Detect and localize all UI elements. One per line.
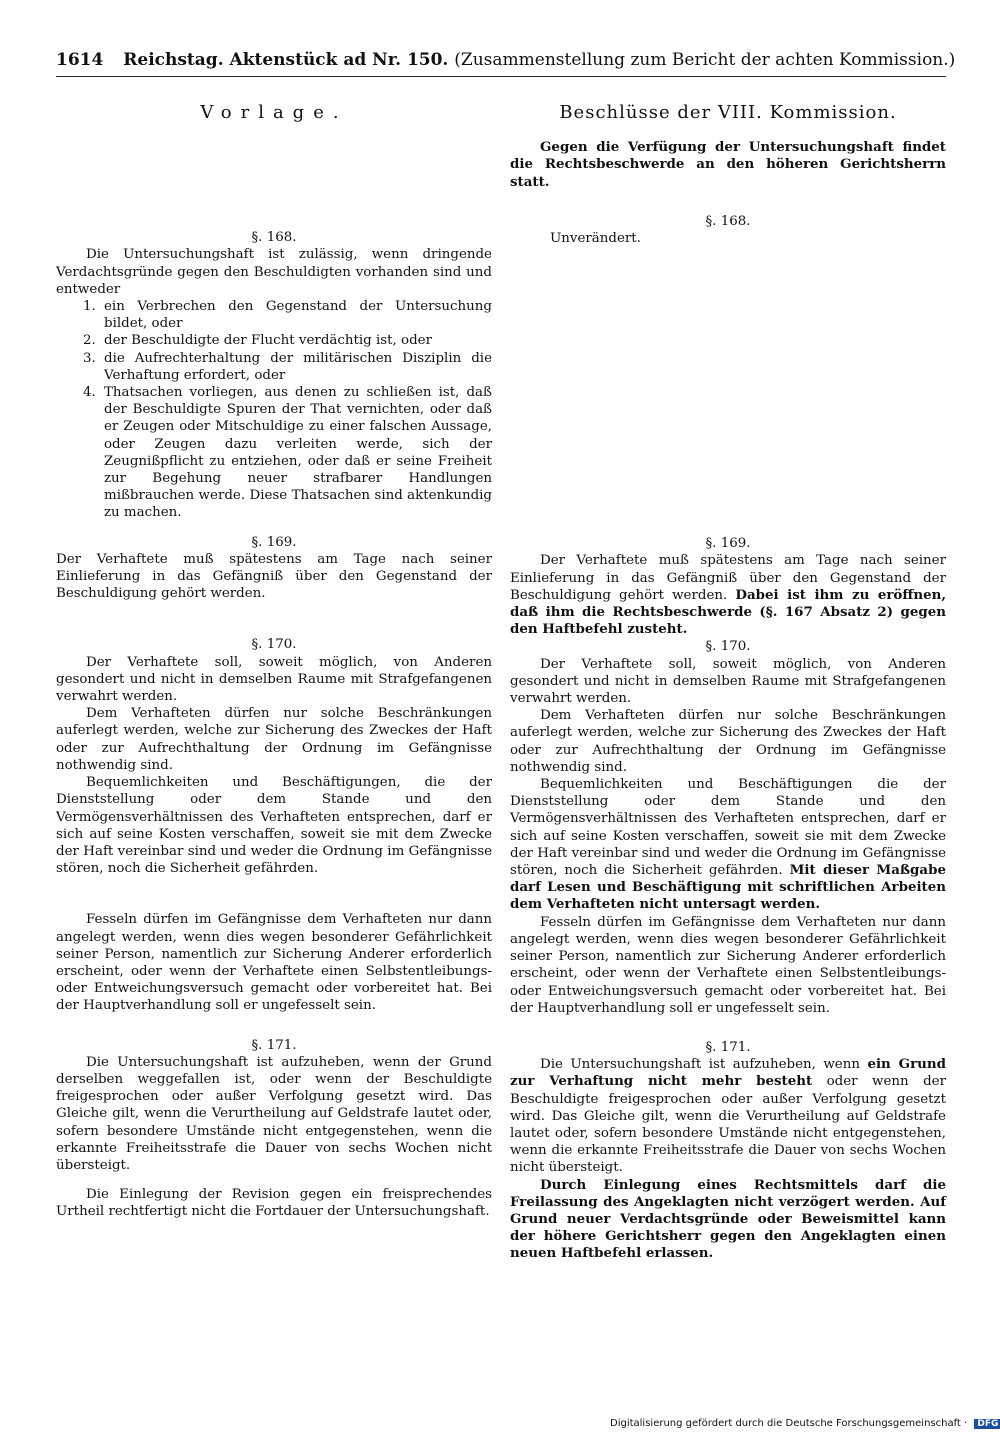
section-171-amendment: Durch Einlegung eines Rechtsmittels darf die Freilassung des Angeklagten nicht verzögert werden. Auf Grund neuer Verdachtsgründe oder Beweismittel kann der höhere Gerichtsherr gegen den Angeklagten einen neuen Haftbefehl erlassen.	[510, 1176, 946, 1262]
section-171-text: oder wenn der Beschuldigte freigesprochen oder außer Verfolgung gesetzt wird. Das Gleiche gilt, wenn die Verurtheilung auf Geldstrafe lautet oder, sofern besondere Umstände nicht entgegenstehen, wenn die erkannte Freiheitsstrafe die Dauer von sechs Wochen nicht übersteigt.	[510, 1074, 946, 1176]
column-vorlage	[56, 96, 492, 1221]
list-item: 1. ein Verbrechen den Gegenstand der Untersuchung bildet, oder	[100, 298, 492, 332]
list-item: 4. Thatsachen vorliegen, aus denen zu schließen ist, daß der Beschuldigte Spuren der That vernichten, oder daß er Zeugen oder Mitschuldige zu einer falschen Aussage, oder Zeugen dazu verleiten werde, sich der Zeugnißpflicht zu entziehen, oder daß er seine Freiheit zur Begehung neuer strafbarer Handlungen mißbrauchen werde. Diese Thatsachen sind aktenkundig zu machen.	[100, 384, 492, 522]
section-168-heading: §. 168.	[705, 213, 751, 229]
digitization-credit	[610, 1418, 1000, 1429]
section-170-paragraph: Der Verhaftete soll, soweit möglich, von Anderen gesondert und nicht in demselben Raume mit Strafgefangenen verwahrt werden.	[510, 656, 946, 707]
section-170-heading: §. 170.	[705, 639, 751, 655]
section-170-amendment: Mit dieser Maßgabe darf Lesen und Beschäftigung mit schriftlichen Arbeiten dem Verhafteten nicht untersagt werden.	[510, 862, 946, 913]
section-171-paragraph	[510, 1056, 946, 1176]
page-number: 1614	[56, 50, 104, 70]
column-beschluesse	[510, 96, 946, 1263]
section-170-paragraph: Fesseln dürfen im Gefängnisse dem Verhafteten nur dann angelegt werden, wenn dies wegen besonderer Gefährlichkeit seiner Person, namentlich zur Sicherung Anderer erforderlich erscheint, oder wenn der Verhaftete einen Selbstentleibungs- oder Entweichungsversuch gemacht oder vorbereitet hat. Bei der Hauptverhandlung soll er ungefesselt sein.	[510, 914, 946, 1016]
section-171-text: Die Untersuchungshaft ist aufzuheben, wenn	[540, 1057, 860, 1073]
section-168-heading: §. 168.	[251, 230, 297, 246]
section-170-paragraph: Fesseln dürfen im Gefängnisse dem Verhafteten nur dann angelegt werden, wenn dies wegen besonderer Gefährlichkeit seiner Person, namentlich zur Sicherung Anderer erforderlich erscheint, oder wenn der Verhaftete einen Selbstentleibungs- oder Entweichungsversuch gemacht oder vorbereitet hat. Bei der Hauptverhandlung soll er ungefesselt sein.	[56, 912, 492, 1014]
section-168-text: Unverändert.	[550, 231, 641, 247]
section-170-heading: §. 170.	[251, 637, 297, 653]
section-168-intro: Die Untersuchungshaft ist zulässig, wenn dringende Verdachtsgründe gegen den Beschuldigten vorhanden sind und entweder	[56, 247, 492, 297]
section-170-paragraph: Dem Verhafteten dürfen nur solche Beschränkungen auferlegt werden, welche zur Sicherung des Zweckes der Haft oder zur Aufrechthaltung der Ordnung im Gefängnisse nothwendig sind.	[510, 708, 946, 775]
section-170-paragraph: Bequemlichkeiten und Beschäftigungen, die der Dienststellung oder dem Stande und den Vermögensverhältnissen des Verhafteten entsprechen, darf er sich auf seine Kosten verschaffen, soweit sie mit dem Zwecke der Haft vereinbar sind und weder die Ordnung im Gefängnisse stören, noch die Sicherheit gefährden.	[56, 775, 492, 877]
dfg-logo: DFG	[974, 1419, 1000, 1429]
section-170-paragraph: Der Verhaftete soll, soweit möglich, von Anderen gesondert und nicht in demselben Raume mit Strafgefangenen verwahrt werden.	[56, 654, 492, 705]
column-heading-vorlage: Vorlage.	[200, 102, 348, 123]
section-169-text: Der Verhaftete muß spätestens am Tage nach seiner Einlieferung in das Gefängniß über den Gegenstand der Beschuldigung gehört werden.	[56, 551, 492, 602]
column-heading-beschluesse: Beschlüsse der VIII. Kommission.	[559, 102, 897, 123]
section-171-paragraph: Die Einlegung der Revision gegen ein freisprechendes Urtheil rechtfertigt nicht die Fortdauer der Untersuchungshaft.	[56, 1187, 492, 1220]
section-169-amendment: Dabei ist ihm zu eröffnen, daß ihm die Rechtsbeschwerde (§. 167 Absatz 2) gegen den Haftbefehl zusteht.	[510, 586, 946, 638]
section-171-heading: §. 171.	[251, 1037, 297, 1053]
section-170-paragraph	[510, 776, 946, 914]
section-168-list	[56, 298, 492, 522]
footer-text: Digitalisierung gefördert durch die Deutsche Forschungsgemeinschaft ·	[610, 1418, 968, 1429]
section-169-paragraph	[510, 552, 946, 638]
commission-intro: Gegen die Verfügung der Untersuchungshaft findet die Rechtsbeschwerde an den höheren Gerichtsherrn statt.	[510, 139, 946, 190]
section-170-paragraph: Dem Verhafteten dürfen nur solche Beschränkungen auferlegt werden, welche zur Sicherung des Zweckes der Haft oder zur Aufrechthaltung der Ordnung im Gefängnisse nothwendig sind.	[56, 706, 492, 773]
page-header	[56, 50, 956, 77]
section-170-text: Bequemlichkeiten und Beschäftigungen die der Dienststellung oder dem Stande und den Vermögensverhältnissen des Verhafteten entsprechen, darf er sich auf seine Kosten verschaffen, soweit sie mit dem Zwecke der Haft vereinbar sind und weder die Ordnung im Gefängnisse stören, noch die Sicherheit gefährden.	[510, 777, 946, 879]
section-171-amendment: ein Grund zur Verhaftung nicht mehr besteht	[510, 1056, 946, 1090]
section-169-text: Der Verhaftete muß spätestens am Tage nach seiner Einlieferung in das Gefängniß über den Gegenstand der Beschuldigung gehört werden.	[510, 553, 946, 603]
list-item: 3. die Aufrechterhaltung der militärischen Disziplin die Verhaftung erfordert, oder	[100, 350, 492, 384]
section-169-heading: §. 169.	[251, 534, 297, 550]
list-item: 2. der Beschuldigte der Flucht verdächtig ist, oder	[100, 332, 492, 349]
section-171-paragraph: Die Untersuchungshaft ist aufzuheben, wenn der Grund derselben weggefallen ist, oder wenn der Beschuldigte freigesprochen oder außer Verfolgung gesetzt wird. Das Gleiche gilt, wenn die Verurtheilung auf Geldstrafe lautet oder, sofern besondere Umstände nicht entgegenstehen, wenn die erkannte Freiheitsstrafe die Dauer von sechs Wochen nicht übersteigt.	[56, 1054, 492, 1173]
header-title: Reichstag. Aktenstück ad Nr. 150.	[123, 50, 449, 70]
section-169-heading: §. 169.	[705, 536, 751, 552]
section-171-heading: §. 171.	[705, 1039, 751, 1055]
header-subtitle: (Zusammenstellung zum Bericht der achten Kommission.)	[454, 50, 956, 70]
